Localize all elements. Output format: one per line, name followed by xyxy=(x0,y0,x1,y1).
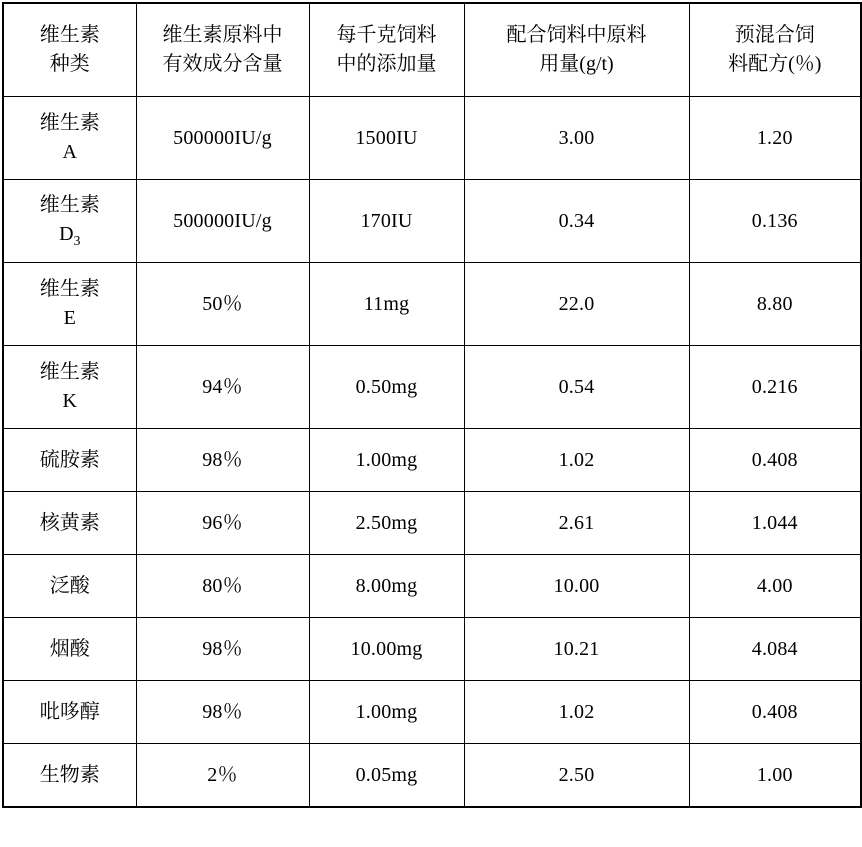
cell-addition: 11mg xyxy=(309,263,464,346)
cell-premix: 4.084 xyxy=(689,618,861,681)
header-line: 中的添加量 xyxy=(336,53,437,75)
cell-vitamin-name xyxy=(3,492,136,555)
cell-active-content: 500000IU/g xyxy=(136,97,309,180)
table-row xyxy=(3,346,861,429)
table-row xyxy=(3,492,861,555)
cell-addition: 0.50mg xyxy=(309,346,464,429)
cell-vitamin-name xyxy=(3,618,136,681)
header-cell-vitamin-type xyxy=(3,3,136,97)
vitamin-name-line: E xyxy=(63,307,76,329)
cell-active-content: 96％ xyxy=(136,492,309,555)
header-cell-addition-per-kg xyxy=(309,3,464,97)
header-line: 维生素原料中 xyxy=(162,24,283,46)
cell-feed-amount: 2.50 xyxy=(464,744,689,808)
cell-active-content: 98％ xyxy=(136,429,309,492)
table-row xyxy=(3,263,861,346)
header-line: 配合饲料中原料 xyxy=(506,24,647,46)
cell-addition: 1.00mg xyxy=(309,429,464,492)
cell-premix: 0.216 xyxy=(689,346,861,429)
cell-active-content: 80％ xyxy=(136,555,309,618)
cell-vitamin-name xyxy=(3,346,136,429)
table-row xyxy=(3,180,861,263)
cell-vitamin-name xyxy=(3,555,136,618)
cell-active-content: 2％ xyxy=(136,744,309,808)
cell-premix: 1.20 xyxy=(689,97,861,180)
vitamin-name-line: 维生素 xyxy=(39,112,100,134)
vitamin-name-line: A xyxy=(62,141,77,163)
cell-feed-amount: 0.54 xyxy=(464,346,689,429)
vitamin-name-line: 硫胺素 xyxy=(39,448,100,471)
cell-premix: 4.00 xyxy=(689,555,861,618)
table-header-row xyxy=(3,3,861,97)
cell-active-content: 98％ xyxy=(136,618,309,681)
header-line: 用量(g/t) xyxy=(539,53,614,75)
cell-feed-amount: 10.00 xyxy=(464,555,689,618)
header-cell-active-content xyxy=(136,3,309,97)
vitamin-name-line: 泛酸 xyxy=(49,574,90,597)
header-cell-feed-amount xyxy=(464,3,689,97)
cell-feed-amount: 3.00 xyxy=(464,97,689,180)
cell-vitamin-name xyxy=(3,180,136,263)
table-row xyxy=(3,744,861,808)
table-header xyxy=(3,3,861,97)
vitamin-name-line: $D_3$ xyxy=(59,223,81,249)
cell-active-content: 500000IU/g xyxy=(136,180,309,263)
document-page xyxy=(0,2,862,847)
header-line: 料配方(％) xyxy=(728,53,822,75)
cell-feed-amount: 2.61 xyxy=(464,492,689,555)
header-cell-premix-formula xyxy=(689,3,861,97)
cell-vitamin-name xyxy=(3,429,136,492)
vitamin-premix-table xyxy=(2,2,862,808)
header-line: 有效成分含量 xyxy=(162,53,283,75)
table-row xyxy=(3,429,861,492)
table-row xyxy=(3,97,861,180)
cell-addition: 2.50mg xyxy=(309,492,464,555)
cell-premix: 1.044 xyxy=(689,492,861,555)
header-line: 种类 xyxy=(49,53,90,75)
cell-addition: 170IU xyxy=(309,180,464,263)
subscript: 3 xyxy=(73,233,81,249)
header-line: 每千克饲料 xyxy=(336,24,437,46)
cell-addition: 8.00mg xyxy=(309,555,464,618)
cell-active-content: 98％ xyxy=(136,681,309,744)
vitamin-name-line: 烟酸 xyxy=(49,637,90,660)
cell-addition: 10.00mg xyxy=(309,618,464,681)
cell-feed-amount: 0.34 xyxy=(464,180,689,263)
cell-premix: 0.408 xyxy=(689,429,861,492)
cell-premix: 0.136 xyxy=(689,180,861,263)
header-line: 预混合饲 xyxy=(734,24,815,46)
cell-active-content: 94％ xyxy=(136,346,309,429)
vitamin-name-line: 维生素 xyxy=(39,361,100,383)
vitamin-name-line: 吡哆醇 xyxy=(39,700,100,723)
cell-vitamin-name xyxy=(3,97,136,180)
cell-premix: 0.408 xyxy=(689,681,861,744)
cell-premix: 8.80 xyxy=(689,263,861,346)
cell-vitamin-name xyxy=(3,681,136,744)
header-line: 维生素 xyxy=(39,24,100,46)
cell-vitamin-name xyxy=(3,263,136,346)
cell-active-content: 50％ xyxy=(136,263,309,346)
table-row xyxy=(3,681,861,744)
vitamin-name-line: 核黄素 xyxy=(39,511,100,534)
cell-feed-amount: 1.02 xyxy=(464,429,689,492)
cell-feed-amount: 1.02 xyxy=(464,681,689,744)
cell-addition: 0.05mg xyxy=(309,744,464,808)
vitamin-name-line: 维生素 xyxy=(39,278,100,300)
cell-feed-amount: 10.21 xyxy=(464,618,689,681)
cell-addition: 1500IU xyxy=(309,97,464,180)
vitamin-name-line: 维生素 xyxy=(39,194,100,217)
table-row xyxy=(3,555,861,618)
vitamin-name-line: 生物素 xyxy=(39,763,100,786)
cell-premix: 1.00 xyxy=(689,744,861,808)
table-row xyxy=(3,618,861,681)
cell-feed-amount: 22.0 xyxy=(464,263,689,346)
vitamin-name-line: K xyxy=(62,390,77,412)
cell-addition: 1.00mg xyxy=(309,681,464,744)
cell-vitamin-name xyxy=(3,744,136,808)
table-body xyxy=(3,97,861,808)
